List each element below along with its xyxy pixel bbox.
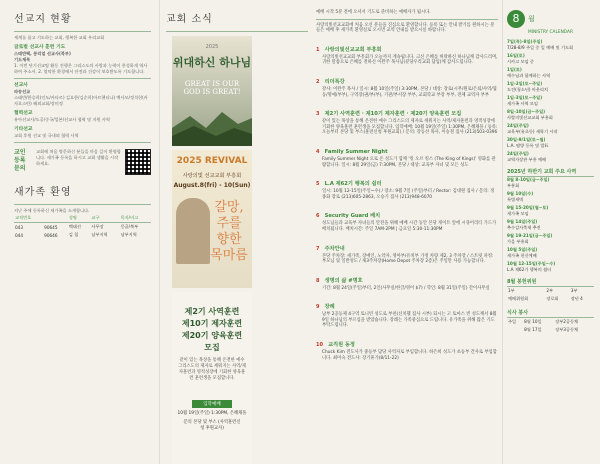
plan-text: 특별새벽 — [507, 196, 524, 202]
worship-table — [507, 287, 594, 303]
mission-line1b: 기도제목 — [14, 57, 31, 62]
news-item — [316, 100, 498, 136]
news-list — [316, 36, 498, 361]
calendar-text: 새가족 사역 모임 — [507, 100, 538, 106]
table-cell: 남부지역 — [91, 232, 108, 237]
worship-title: 8월 봉헌위원 — [507, 278, 594, 287]
poster-revival[interactable] — [172, 150, 252, 288]
table-cell: 8월 17일 — [524, 327, 542, 332]
training-contact: 문의 본당 및 부스 (사역훈련신청 후원교사) — [183, 420, 241, 431]
news-item-body: 일시: 10월 12-15일(주일~수) / 장소: 9월 7일 (주일)부터 / Rector: 김대원 집사 / 문의: 정종화 장로 (213)605-2863, 오승기 집사 (213)948-6070 — [322, 189, 495, 200]
news-list-column — [312, 0, 502, 464]
news-item — [316, 267, 498, 292]
plan-date: 9월 15-20일(월~토) — [507, 205, 549, 210]
invite-text: 교회에 처음 방문하신 분들을 마음 깊이 환영합니다. 새가족 등록을 하시고 교회 생활을 시작하세요. — [36, 149, 121, 166]
welcome-title: 새가족 환영 — [14, 187, 72, 198]
table-cell: 몽골/북부 — [120, 224, 139, 229]
poster-training[interactable] — [172, 292, 252, 464]
plan-entry — [507, 261, 594, 272]
mission-sub4: 기타선교 — [14, 127, 33, 132]
mission-sub2: 선교사 — [14, 83, 28, 88]
table-cell: 장부2공동체 — [555, 319, 579, 324]
mission-line2: 파송선교 — [14, 89, 31, 94]
mission-title: 선교지 현황 — [14, 14, 72, 25]
poster-great-god[interactable] — [172, 36, 252, 146]
news-intro2: 사랑의빛선교교회에 처음 오신 분들을 진심으로 환영합니다. 등록 또는 안내 받기를 원하시는 분들은 예배 후 새가족 환영실로 오시면 교역 안내를 받으시실 바랍니다. — [316, 22, 495, 34]
news-item — [316, 36, 498, 66]
plan-text: 새가족 헌신예배 — [507, 252, 537, 258]
news-item — [316, 68, 498, 98]
calendar-entry — [507, 137, 594, 148]
mission-body2: 스태반/한승희(인도/카타르) 김요한/김순희(아르헨티나) 백사모/정석헌(카자흐스탄) 해외교회/장미정 — [14, 95, 148, 106]
table-cell: 90646 — [44, 232, 58, 238]
training-date-label: 입학예배 — [192, 400, 232, 408]
mission-body4: 교회 후원 선교 및 국내외 협력 사역 — [14, 133, 79, 138]
plan-entry — [507, 219, 594, 230]
poster-title: 위대하신 하나님 — [172, 56, 252, 69]
mission-intro: 세계를 품고 기도하는 교회, 행복한 교회 우리교회 — [14, 35, 105, 40]
news-item-body: 본당 주차장: 새가족, 장애인, 노약자, 영아부/유치부 가정 차량 제2, 3 주차장 / 스트릿 파킹: 부모님 및 일반성도 / 제3주차장(Home Depot 주차장 2층)은 주일만 사용 가능합니다. — [322, 253, 494, 265]
news-number: 4 — [316, 148, 320, 155]
news-number: 5 — [316, 181, 320, 188]
revival-theme: 갈망, 주를 향한 목마름 — [210, 200, 248, 263]
revival-date: August.8(fri) - 10(Sun) — [173, 182, 251, 189]
plan-text: L.A 제62기 행복의 쉼터 — [507, 266, 552, 272]
news-number: 10 — [316, 342, 323, 349]
news-item-title: Family Summer Night — [324, 148, 388, 155]
plan-text: 새가족 모임 — [507, 210, 529, 216]
news-item-title: 주차안내 — [324, 245, 345, 252]
news-posters-column — [160, 0, 312, 464]
news-item — [316, 138, 498, 168]
news-item-title: 생명의 삶 #명호 — [324, 277, 363, 284]
news-item-body: 기간: 8월 24일(주일)부터, 2인(사무실/한글/영어 $7) / 학인: 8월 31일(주일) 간이사무실 — [322, 285, 490, 291]
news-number: 7 — [316, 245, 320, 252]
table-cell — [507, 326, 523, 334]
training-line2: 제10기 제자훈련 — [181, 319, 243, 328]
poster-subtitle: GREAT IS OUR GOD IS GREAT! — [183, 80, 241, 96]
news-number: 8 — [316, 277, 320, 284]
month-label: 월 — [528, 15, 535, 23]
revival-sub: 사랑의빛 선교교회 부흥회 — [182, 173, 242, 179]
news-item-body: 남부 2공동체 4구역 토니빈 성도로 부친(신치웰 집사 시부) 되시는 고 토마스 빈 성도께서 8월 9일 하나님의 부르심을 받았습니다. 장례는 가족중심으로 드립니다. 유가족을 위해 많은 기도 부탁드립니다. — [322, 312, 497, 329]
training-line3: 제20기 양육훈련 — [181, 331, 243, 340]
table-cell: 043 — [15, 224, 23, 230]
news-number: 3 — [316, 111, 320, 118]
plan-date: 9월 19-21일(금~주일) — [507, 233, 553, 238]
news-item-body: 사랑의빛선교교회 부흥회가 오늘까지 계속됩니다. 크신 은혜를 허락하신 하나님께 감사드리며, 귀한 말씀으로 은혜를 전하신 이완주 목사님(분당우리교회 담임)께 감사드립니다. — [322, 54, 498, 66]
calendar-entry — [507, 95, 594, 106]
news-number: 2 — [316, 78, 320, 85]
news-item — [316, 331, 498, 361]
calendar-column — [502, 0, 600, 464]
calendar-text: 7/28-8/9 주일 중 일 예배 및 기도회 — [507, 44, 574, 50]
calendar-date: 8일-10일(금~주일) — [507, 109, 546, 114]
plan-date: 9월 14일(주일) — [507, 219, 538, 224]
calendar-text: 사랑의빛선교교회 부흥회 — [507, 114, 553, 120]
training-body: 같이 있는 목상을 통해 온전한 예수 그리스도의 제자로 세워지는 사역/제자훈련과 영적성장에 기회한 양육훈련 훈련생을 모집합니다. — [178, 358, 246, 381]
news-item-body: 같이 있는 목상을 통해 온전한 예수 그리스도의 제자로 세워지는 사역/제자훈련과 영적성장에 기회한 양육훈련 훈련생을 모집합니다. 입학예배: 10월 19일(주일) 1:30PM, 은혜채플 / 등록: 오늘부터 본당 및 부스(훈련신청 후원교회) / 문의: 강동선 목사, 이승철 집사 (213)503-0396 — [322, 119, 498, 136]
table-cell: 8월 10일 — [524, 319, 542, 324]
news-item — [316, 170, 498, 200]
news-item-title: Security Guard 배치 — [324, 213, 381, 220]
plan-entry — [507, 247, 594, 258]
mission-body1: 1. 이번 단기선교팀 활동 진행은 그리스도의 사랑과 능력이 풍성하게 역사하여 주소서. 2. 열악한 환경에서 안전과 건강이 보호받도록 기도합니다. — [14, 63, 148, 74]
table-header: 교적번호 — [14, 214, 43, 223]
news-item-title: 장례 — [324, 304, 335, 311]
table-cell: 90645 — [44, 224, 58, 230]
table-cell: 3부 — [570, 288, 578, 293]
food-title: 식사 봉사 — [507, 309, 594, 318]
plan-entry — [507, 233, 594, 244]
invite-label: 교인 등록 문의 — [14, 149, 26, 172]
news-item-title: 교직원 동정 — [328, 342, 355, 349]
mission-line1: 스태반팩, 몽리얼 선교사(북부) — [14, 51, 71, 56]
news-number: 9 — [316, 304, 320, 311]
mission-column — [0, 0, 160, 464]
table-header — [43, 214, 68, 223]
calendar-text: 교역자장관 부흥 예배 — [507, 156, 547, 162]
calendar-date: 1일-2일(토~주일) — [507, 81, 543, 86]
calendar-entry — [507, 81, 594, 92]
table-cell: 예배위원회 — [508, 296, 529, 301]
calendar-entry — [507, 151, 594, 162]
calendar-entry — [507, 53, 594, 64]
calendar-entries — [507, 39, 594, 162]
plan-text: 가을 부흥회 — [507, 238, 529, 244]
news-item — [316, 293, 498, 329]
news-item-title: 제2기 사역훈련 · 제10기 제자훈련 · 제20기 양육훈련 모집 — [324, 111, 462, 118]
new-members-table — [14, 214, 151, 239]
month-badge: 8 — [507, 10, 525, 28]
plan-entry — [507, 177, 594, 188]
news-item-body: Chuck Kim 전도사가 중등부 담당 사역자로 부임합니다. 하은희 성도가 초등부 간사로 부임합니다. 최미숙 전도사: 장기휴가(8/11-22) — [322, 350, 497, 361]
mission-body3: 유아선교사/도공/중국/일본/선교사 협력 및 지원 사역 — [14, 117, 110, 122]
news-number: 6 — [316, 213, 320, 220]
news-title: 교회 소식 — [166, 14, 213, 25]
plan-text: 추수감사축제 추진 — [507, 224, 541, 230]
poster-year: 2025 — [205, 44, 219, 50]
mountain-graphic — [172, 106, 252, 146]
table-cell: 남부지역 — [120, 232, 137, 237]
table-cell: 김 철 — [68, 232, 79, 237]
calendar-text: 시카고 모임 중 — [507, 58, 534, 64]
table-row — [507, 295, 594, 303]
news-item-title: 리더특강 — [324, 78, 345, 85]
plan-date: 10월 12-15일(주일~수) — [507, 261, 556, 266]
table-cell: 1부 — [508, 288, 515, 293]
food-table — [507, 318, 594, 334]
calendar-text: 예수님과 함께하는 사역 — [507, 72, 551, 78]
news-item-title: L.A 제62기 행복의 쉼터 — [324, 181, 382, 188]
news-item-body: 강사: 이완주 목사 / 일시: 8월 10일(주일) 3:30PM, 본당 / 대상: 장로(시무/원로/은퇴/사역/협동/명예/부부), 구역장(권/부/부), 기관/부서장 부부, 교회학교 부장 부부, 전체 교역자 부부 — [322, 86, 497, 98]
calendar-text: 교육부(유초등) 새학기 시작 — [507, 128, 558, 134]
table-cell: 장년 4 — [570, 296, 583, 301]
calendar-entry — [507, 39, 594, 50]
calendar-date: 16일(토) — [507, 53, 525, 58]
plan-entry — [507, 191, 594, 202]
calendar-text: L.A. 탐방 등록 및 발표 — [507, 142, 549, 148]
table-row — [14, 231, 151, 239]
mission-sub1: 글로벌 선교사 훈련 기도 — [14, 45, 66, 50]
news-intro: 예배 시작 5분 전에 오셔서 기도로 준비하는 예배자가 됩시다. — [316, 10, 431, 15]
news-item-title: 사랑의빛선교교회 부흥회 — [324, 46, 382, 53]
qr-code-icon[interactable] — [125, 149, 151, 175]
calendar-date: 24일(주일) — [507, 123, 529, 128]
speaker-photo — [176, 198, 210, 264]
table-header: 목자/비고 — [120, 214, 151, 223]
calendar-entry — [507, 123, 594, 134]
table-cell: 사무장 — [91, 224, 104, 229]
table-row — [14, 223, 151, 232]
plan-entry — [507, 205, 594, 216]
table-cell: 2부 — [546, 288, 554, 293]
table-header: 교구 — [90, 214, 119, 223]
plan-title: 2025년 하반기 교회 주요 사역 — [507, 168, 594, 177]
table-header: 성명 — [68, 214, 91, 223]
plan-date: 9월 10일(수) — [507, 191, 534, 196]
news-item-body: Family Summer Night 으로 온 성도가 함께 '킹 오브 킹스 (The King of Kings)' 영화를 관람합니다. 일시: 8월 29일(금) 7:30PM, 본당 / 대상: 교육부 자녀 및 모든 성도 — [322, 156, 496, 168]
calendar-date: 1일(토) — [507, 67, 522, 72]
table-row — [507, 287, 594, 295]
news-item — [316, 202, 498, 232]
welcome-note: 지난 주에 등록하신 새가족을 소개합니다. — [14, 208, 90, 213]
plan-entries — [507, 177, 594, 272]
table-row — [507, 326, 594, 334]
calendar-date: 1일-3일(토~주일) — [507, 95, 543, 100]
plan-date: 10월 5일(주일) — [507, 247, 538, 252]
table-cell: 주일 — [508, 319, 517, 324]
calendar-date: 30일-9/1일(토~월) — [507, 137, 546, 142]
training-line4: 모집 — [204, 343, 220, 352]
calendar-title: MINISTRY CALENDAR — [528, 30, 573, 35]
table-cell: 044 — [15, 232, 23, 238]
table-cell: 장로회 — [546, 296, 559, 301]
table-row — [507, 318, 594, 326]
plan-text: 부흥회 — [507, 182, 520, 188]
table-cell: 백태선 — [68, 224, 81, 229]
news-item-body: 성도님들과 교육부 자녀들의 안전을 위해 예배 시간 동안 본당 게이트 앞에 시큐어리티 가드가 배치됩니다. 배치시간: 주일 7AM-2PM | 금요일 5:30-11:30PM — [322, 221, 497, 232]
calendar-entry — [507, 109, 594, 120]
training-line1: 제2기 사역훈련 — [184, 307, 240, 316]
mission-sub3: 협력선교 — [14, 111, 33, 116]
table-cell: 장부3공동체 — [555, 327, 579, 332]
news-item — [316, 235, 498, 265]
calendar-entry — [507, 67, 594, 78]
plan-date: 8월 8-10일(금~주일) — [507, 177, 550, 182]
revival-title: 2025 REVIVAL — [176, 156, 248, 166]
calendar-date: 7일(목)-8일(주일) — [507, 39, 543, 44]
calendar-text: 도전(청소년) 아웃리치 — [507, 86, 549, 92]
calendar-date: 24일(주일) — [507, 151, 529, 156]
news-number: 1 — [316, 46, 320, 53]
training-date: 10월 19일(주일) 1:30PM, 은혜채플 — [177, 411, 247, 416]
